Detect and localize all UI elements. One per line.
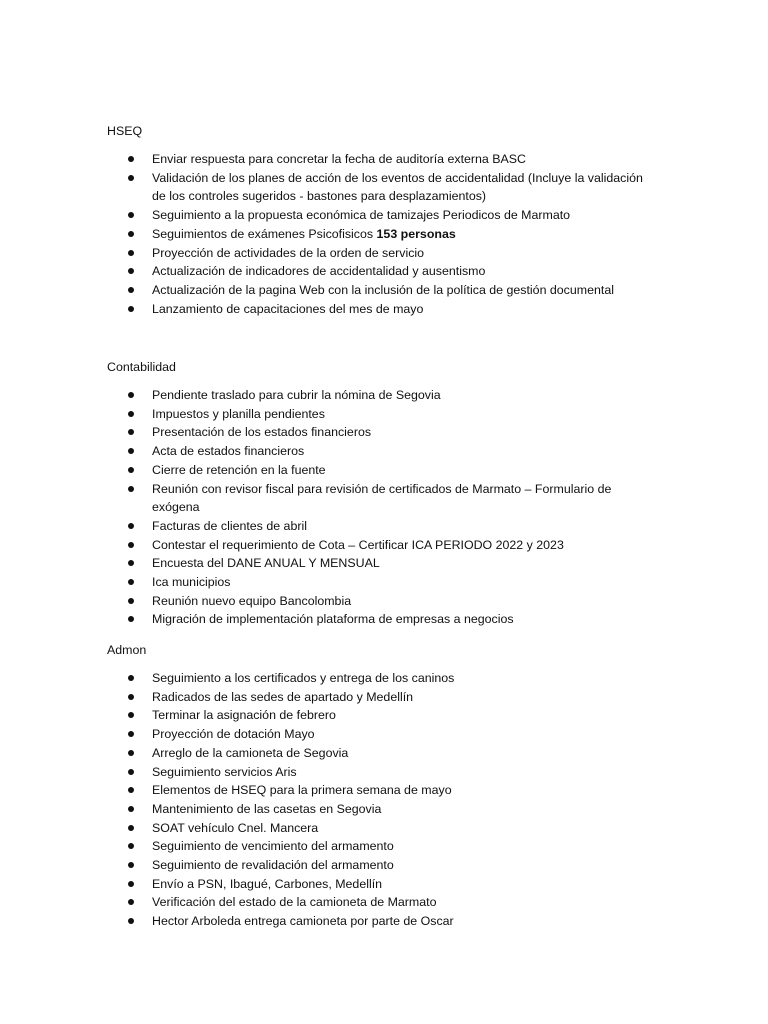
list-item-text: Actualización de indicadores de accidentalidad y ausentismo [152,264,486,279]
list-item [0,480,652,517]
bullet-icon [128,542,134,548]
bullet-icon [128,862,134,868]
list-item [0,875,652,894]
bullet-icon [128,175,134,181]
list-item-text: Seguimiento a los certificados y entrega de los caninos [152,671,455,685]
list-item [0,536,652,555]
list-item [0,800,652,819]
list-item [0,669,652,688]
list-item [0,442,652,461]
list-item [0,592,652,611]
list-item [0,300,652,319]
list-item-text: Ica municipios [152,575,231,590]
list-item [0,856,652,875]
list-item [0,386,652,405]
bullet-icon [128,268,134,274]
list-item-text: Migración de implementación plataforma de empresas a negocios [152,612,514,627]
bullet-icon [128,448,134,454]
list-item [0,819,652,838]
list-item [0,837,652,856]
list-item [0,150,652,169]
list-item-text: Terminar la asignación de febrero [152,708,336,723]
bullet-icon [128,787,134,793]
bullet-icon [128,694,134,700]
bullet-icon [128,523,134,529]
bullet-icon [128,750,134,756]
list-item-text: Seguimiento de vencimiento del armamento [152,839,394,854]
list-item-text: Verificación del estado de la camioneta de Marmato [152,895,437,910]
bullet-icon [128,675,134,681]
list-item-text: Seguimiento de revalidación del armamento [152,858,394,873]
bullet-icon [128,467,134,473]
bullet-icon [128,212,134,218]
list-item [0,688,652,707]
list-item [0,912,652,931]
list-item-text: Presentación de los estados financieros [152,425,372,440]
bullet-icon [128,598,134,604]
admon-list [0,669,768,931]
contabilidad-list [0,386,768,629]
list-item-text: Enviar respuesta para concretar la fecha de auditoría externa BASC [152,152,526,166]
list-item-text: Cierre de retención en la fuente [152,462,326,477]
list-item [0,169,652,206]
list-item-text: Arreglo de la camioneta de Segovia [152,745,349,760]
bullet-icon [128,843,134,849]
list-item-text: Radicados de las sedes de apartado y Medellín [152,689,414,704]
list-item-text: Envío a PSN, Ibagué, Carbones, Medellín [152,876,383,891]
list-item-text: Seguimiento a la propuesta económica de tamizajes Periodicos de Marmato [152,208,571,223]
list-item-text: Mantenimiento de las casetas en Segovia [152,801,382,816]
list-item-text: Actualización de la pagina Web con la inclusión de la política de gestión documental [152,282,614,297]
bullet-icon [128,560,134,566]
list-item-text: Acta de estados financieros [152,444,305,459]
list-item-text: Proyección de actividades de la orden de servicio [152,245,425,260]
list-item [0,554,652,573]
bullet-icon [128,731,134,737]
bullet-icon [128,250,134,256]
bullet-icon [128,881,134,887]
list-item-text: Proyección de dotación Mayo [152,727,315,742]
list-item-text: Facturas de clientes de abril [152,518,307,533]
section-heading-hseq: HSEQ [107,124,143,138]
bullet-icon [128,392,134,398]
list-item-text: Elementos de HSEQ para la primera semana de mayo [152,783,452,798]
hseq-list [0,150,768,318]
list-item [0,225,652,244]
list-item [0,573,652,592]
list-item [0,893,652,912]
list-item-text: Lanzamiento de capacitaciones del mes de mayo [152,301,424,316]
bullet-icon [128,899,134,905]
list-item-text: Hector Arboleda entrega camioneta por parte de Oscar [152,914,454,929]
list-item-text: Encuesta del DANE ANUAL Y MENSUAL [152,556,380,571]
list-item [0,262,652,281]
list-item-text: Pendiente traslado para cubrir la nómina de Segovia [152,388,441,402]
bullet-icon [128,806,134,812]
list-item [0,744,652,763]
list-item [0,763,652,782]
list-item-text: Reunión nuevo equipo Bancolombia [152,593,352,608]
list-item [0,610,652,629]
bullet-icon [128,231,134,237]
bullet-icon [128,287,134,293]
list-item [0,281,652,300]
bullet-icon [128,306,134,312]
bullet-icon [128,579,134,585]
list-item [0,781,652,800]
list-item [0,423,652,442]
bullet-icon [128,429,134,435]
bullet-icon [128,486,134,492]
bullet-icon [128,918,134,924]
section-heading-admon: Admon [107,643,147,657]
bullet-icon [128,156,134,162]
bullet-icon [128,825,134,831]
bullet-icon [128,616,134,622]
list-item [0,206,652,225]
list-item [0,461,652,480]
section-heading-contabilidad: Contabilidad [107,360,176,374]
list-item-text: Contestar el requerimiento de Cota – Certificar ICA PERIODO 2022 y 2023 [152,537,564,552]
list-item-text: Seguimiento servicios Aris [152,764,297,779]
list-item [0,405,652,424]
bullet-icon [128,712,134,718]
list-item [0,517,652,536]
list-item-text: Validación de los planes de acción de los eventos de accidentalidad (Incluye la validación de los controles sugeridos - bastones para desplazamientos) [152,170,643,204]
list-item-text: Seguimientos de exámenes Psicofisicos [152,226,377,241]
list-item-text: SOAT vehículo Cnel. Mancera [152,820,319,835]
list-item-bold-text: 153 personas [376,226,456,241]
bullet-icon [128,769,134,775]
list-item [0,725,652,744]
list-item-text: Reunión con revisor fiscal para revisión de certificados de Marmato – Formulario de exógena [152,481,612,515]
bullet-icon [128,411,134,417]
list-item [0,706,652,725]
list-item-text: Impuestos y planilla pendientes [152,406,325,421]
list-item [0,244,652,263]
